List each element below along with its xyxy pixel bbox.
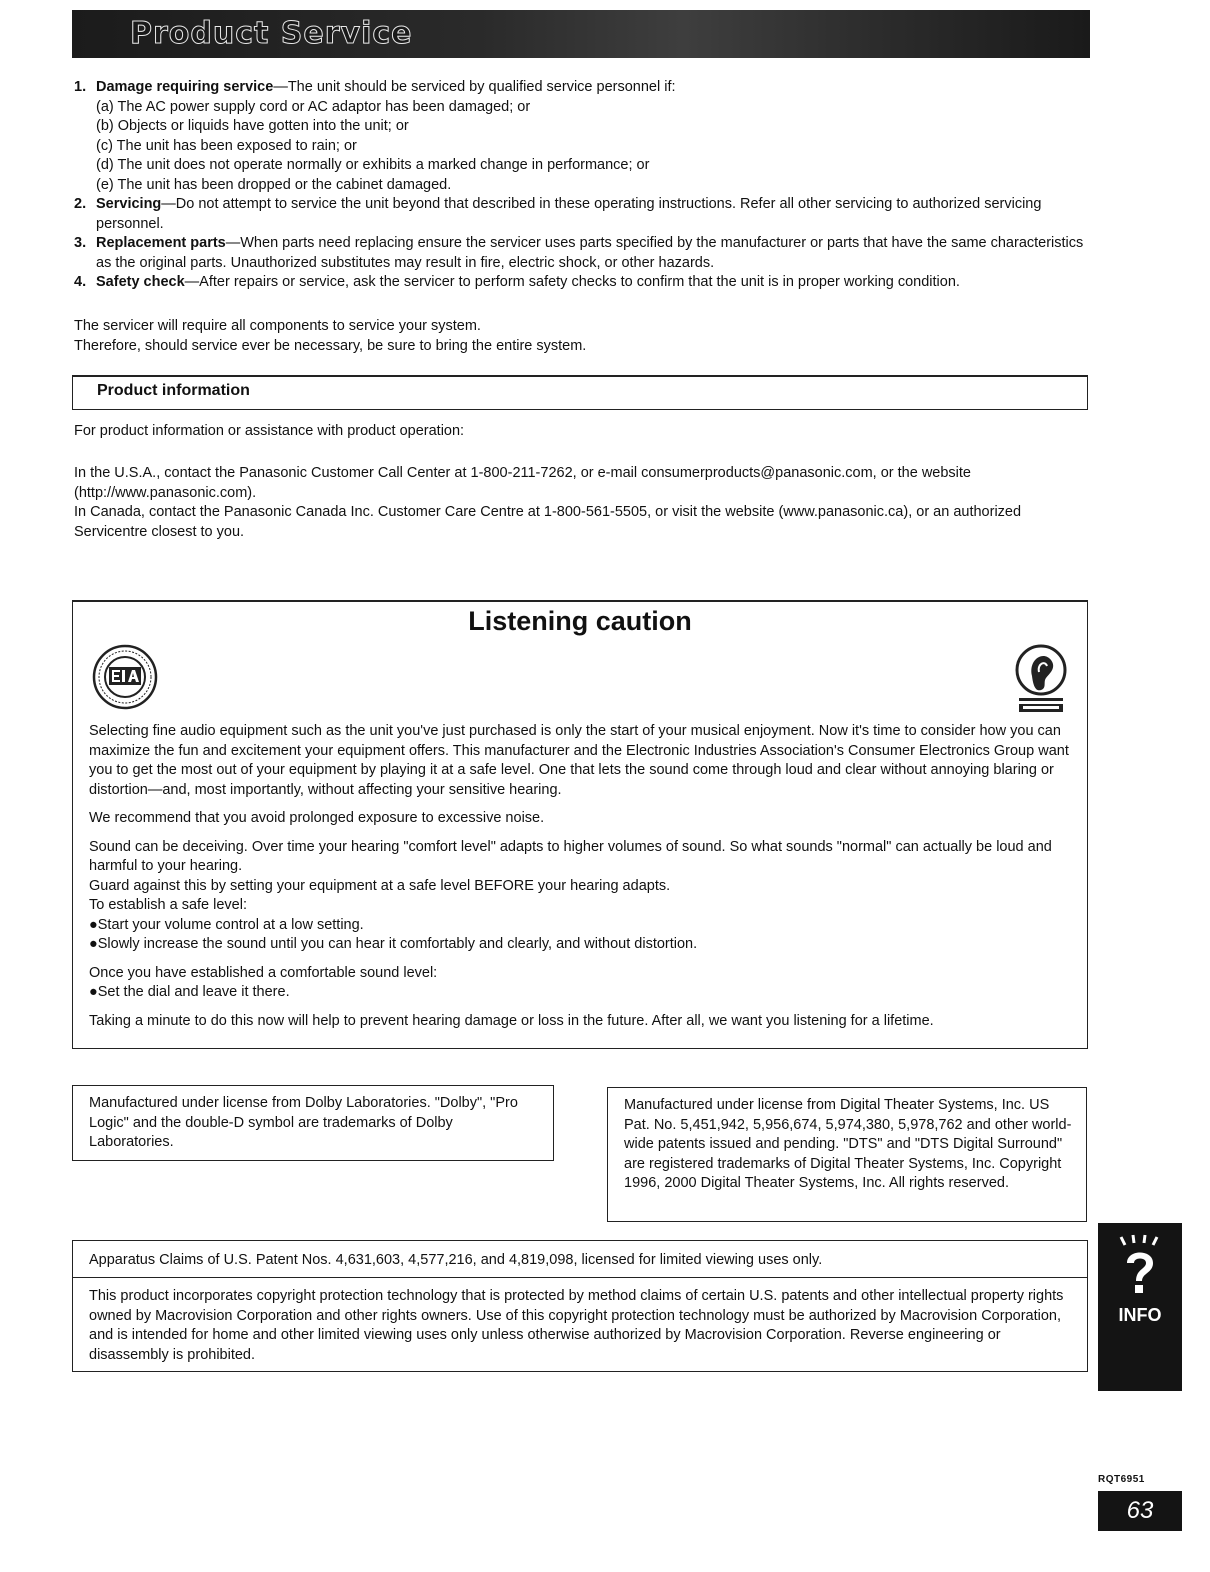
canada-contact: In Canada, contact the Panasonic Canada Inc. Customer Care Centre at 1-800-561-5505, or visit the website (www.panasonic.ca), or an authorized Servicentre closest to you. xyxy=(74,504,1022,540)
item-label: Servicing xyxy=(96,196,162,212)
dts-notice: Manufactured under license from Digital Theater Systems, Inc. US Pat. No. 5,451,942, 5,956,674, 5,974,380, 5,978,762 and other world-wide patents issued and pending. "DTS" and "DTS Digital Surround" are registered trademarks of Digital Theater Systems, Inc. Copyright 1996, 2000 Digital Theater Systems, Inc. All rights reserved. xyxy=(624,1097,1072,1191)
section-title: Product Service xyxy=(130,16,413,51)
hearing-ear-icon xyxy=(1013,642,1069,718)
macrovision-notice: This product incorporates copyright protection technology that is protected by method claims of certain U.S. patents and other intellectual property rights owned by Macrovision Corporation and other rights owners. Use of this copyright protection technology must be authorized by Macrovision Corporation, and is intended for home and other limited viewing uses only unless otherwise authorized by Macrovision Corporation. Reverse engineering or disassembly is prohibited. xyxy=(89,1288,1064,1363)
caution-text: We recommend that you avoid prolonged exposure to excessive noise. xyxy=(89,810,545,826)
caution-bullet: ●Set the dial and leave it there. xyxy=(89,984,290,1000)
item-number: 4. xyxy=(74,274,87,290)
service-note: Therefore, should service ever be necessary, be sure to bring the entire system. xyxy=(74,337,587,354)
item-label: Safety check xyxy=(96,274,185,290)
damage-condition-b: (b) Objects or liquids have gotten into the unit; or xyxy=(96,118,409,134)
item-label: Replacement parts xyxy=(96,235,226,251)
product-information-header xyxy=(72,375,1088,410)
product-information-title: Product information xyxy=(97,382,250,399)
eia-seal-icon xyxy=(92,644,158,710)
apparatus-claims: Apparatus Claims of U.S. Patent Nos. 4,631,603, 4,577,216, and 4,819,098, licensed for limited viewing uses only. xyxy=(89,1252,823,1268)
patent-notice-box xyxy=(72,1240,1088,1372)
service-item-replacement xyxy=(74,234,1084,273)
item-label: Damage requiring service xyxy=(96,79,274,95)
caution-paragraph xyxy=(89,722,1071,800)
caution-paragraph xyxy=(89,964,1071,1003)
item-text: —When parts need replacing ensure the servicer uses parts specified by the manufacturer or parts that have the same characteristics as the original parts. Unauthorized substitutes may result in fire, electric shock, or other hazards. xyxy=(96,235,1084,271)
section-banner xyxy=(72,10,1090,58)
info-tab xyxy=(1098,1223,1182,1391)
usa-contact: In the U.S.A., contact the Panasonic Customer Call Center at 1-800-211-7262, or e-mail consumerproducts@panasonic.com, or the website (http://www.panasonic.com). xyxy=(74,465,971,501)
service-item-damage xyxy=(74,78,1084,195)
item-text: —After repairs or service, ask the servicer to perform safety checks to confirm that the unit is in proper working condition. xyxy=(184,274,960,290)
caution-text: Guard against this by setting your equipment at a safe level BEFORE your hearing adapts. xyxy=(89,877,671,894)
service-notes xyxy=(74,317,1074,356)
document-code: RQT6951 xyxy=(1098,1474,1145,1485)
caution-text: Selecting fine audio equipment such as the unit you've just purchased is only the start of your musical enjoyment. Now it's time to consider how you can maximize the fun and excitement your equipment offers. This manufacturer and the Electronic Industries Association's Consumer Electronics Group want you to get the most out of your equipment by playing it at a safe level. One that lets the sound come through loud and clear without annoying blaring or distortion—and, most importantly, without affecting your sensitive hearing. xyxy=(89,723,1069,798)
page-number-box xyxy=(1098,1491,1182,1531)
caution-text: Once you have established a comfortable sound level: xyxy=(89,964,438,981)
item-number: 2. xyxy=(74,196,87,212)
caution-paragraph xyxy=(89,838,1071,955)
item-text: —The unit should be serviced by qualified service personnel if: xyxy=(273,79,676,95)
damage-condition-a: (a) The AC power supply cord or AC adaptor has been damaged; or xyxy=(96,98,531,115)
service-item-servicing xyxy=(74,195,1084,234)
caution-bullet: ●Slowly increase the sound until you can hear it comfortably and clearly, and without distortion. xyxy=(89,936,698,952)
caution-bullet: ●Start your volume control at a low setting. xyxy=(89,916,364,933)
caution-text: To establish a safe level: xyxy=(89,897,247,913)
damage-condition-c: (c) The unit has been exposed to rain; or xyxy=(96,137,357,154)
question-icon xyxy=(1115,1233,1165,1299)
listening-caution-box xyxy=(72,600,1088,1049)
caution-paragraph xyxy=(89,809,1071,829)
product-information-contacts xyxy=(74,464,1074,542)
product-information-intro: For product information or assistance with product operation: xyxy=(74,423,465,439)
service-note: The servicer will require all components to service your system. xyxy=(74,318,481,334)
damage-condition-d: (d) The unit does not operate normally or exhibits a marked change in performance; or xyxy=(96,157,650,173)
divider xyxy=(73,1277,1087,1278)
dts-notice-box xyxy=(607,1087,1087,1222)
caution-paragraph xyxy=(89,1012,1071,1032)
info-label: INFO xyxy=(1118,1305,1162,1325)
service-item-safety xyxy=(74,273,1084,293)
item-number: 3. xyxy=(74,235,87,251)
caution-text: Taking a minute to do this now will help to prevent hearing damage or loss in the future. After all, we want you listening for a lifetime. xyxy=(89,1012,934,1029)
listening-caution-body xyxy=(89,722,1071,1040)
caution-text: Sound can be deceiving. Over time your hearing "comfort level" adapts to higher volumes of sound. So what sounds "normal" can actually be loud and harmful to your hearing. xyxy=(89,838,1052,874)
service-list xyxy=(74,78,1084,293)
dolby-notice: Manufactured under license from Dolby Laboratories. "Dolby", "Pro Logic" and the double-D symbol are trademarks of Dolby Laboratories. xyxy=(89,1095,518,1150)
item-text: —Do not attempt to service the unit beyond that described in these operating instructions. Refer all other servicing to authorized servicing personnel. xyxy=(96,196,1042,232)
listening-caution-title: Listening caution xyxy=(468,606,692,636)
dolby-notice-box xyxy=(72,1085,554,1161)
damage-condition-e: (e) The unit has been dropped or the cabinet damaged. xyxy=(96,176,452,193)
item-number: 1. xyxy=(74,79,87,95)
page-number: 63 xyxy=(1126,1497,1154,1524)
